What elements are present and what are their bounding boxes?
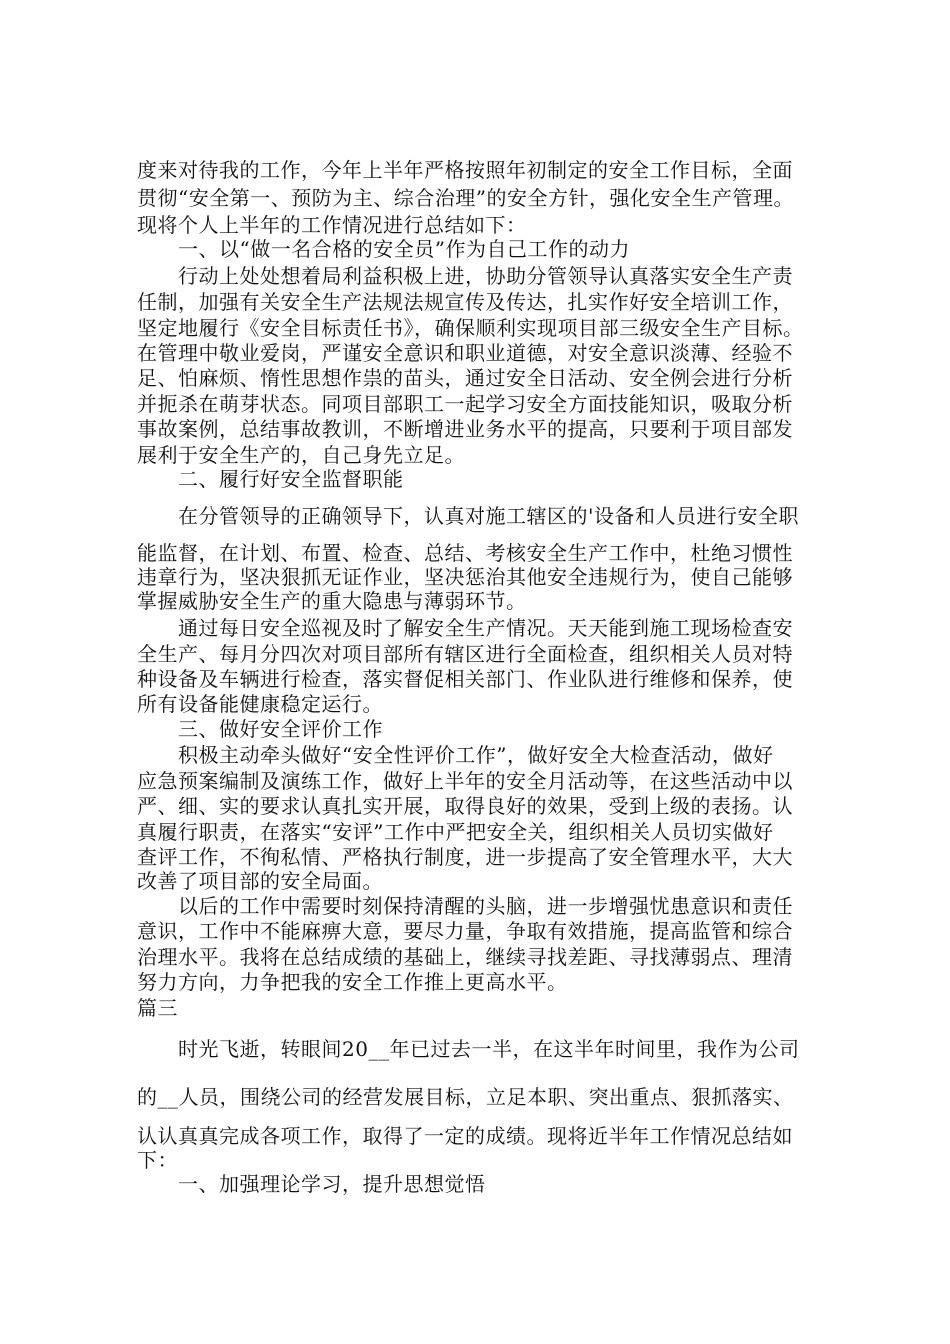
text-line: 以后的工作中需要时刻保持清醒的头脑，进一步增强忧患意识和责任 bbox=[178, 894, 793, 918]
text-line: 坚定地履行《安全目标责任书》，确保顺利实现项目部三级安全生产目标。 bbox=[137, 316, 804, 340]
text-line: 真履行职责，在落实“安评”工作中严把安全关，组织相关人员切实做好 bbox=[137, 820, 774, 844]
text-line: 展利于安全生产的，自己身先立足。 bbox=[137, 443, 465, 467]
text-line: 行动上处处想着局利益积极上进，协助分管领导认真落实安全生产责 bbox=[178, 264, 793, 288]
text-line: 任制，加强有关安全生产法规法规宣传及传达，扎实作好安全培训工作， bbox=[137, 290, 793, 314]
text-line: 能监督，在计划、布置、检查、总结、考核安全生产工作中，杜绝习惯性 bbox=[137, 541, 793, 565]
text-line: 意识，工作中不能麻痹大意，要尽力量，争取有效措施，提高监管和综合 bbox=[137, 919, 793, 943]
text-line: 通过每日安全巡视及时了解安全生产情况。天天能到施工现场检查安 bbox=[178, 616, 793, 640]
text-line: 现将个人上半年的工作情况进行总结如下： bbox=[137, 213, 527, 237]
text-line: 度来对待我的工作，今年上半年严格按照年初制定的安全工作目标，全面 bbox=[137, 158, 793, 182]
text-line: 在分管领导的正确领导下，认真对施工辖区的'设备和人员进行安全职 bbox=[178, 504, 799, 528]
text-line: 严、细、实的要求认真扎实开展，取得良好的效果，受到上级的表扬。认 bbox=[137, 794, 793, 818]
text-line: 种设备及车辆进行检查，落实督促相关部门、作业队进行维修和保养，使 bbox=[137, 667, 793, 691]
section-heading: 三、做好安全评价工作 bbox=[178, 717, 383, 741]
section-heading: 二、履行好安全监督职能 bbox=[178, 467, 404, 491]
text-line: 改善了项目部的安全局面。 bbox=[137, 869, 383, 893]
text-line: 足、怕麻烦、惰性思想作祟的苗头，通过安全日活动、安全例会进行分析 bbox=[137, 366, 793, 390]
text-line: 时光飞逝，转眼间20__年已过去一半，在这半年时间里，我作为公司 bbox=[178, 1037, 800, 1061]
text-line: 贯彻“安全第一、预防为主、综合治理”的安全方针，强化安全生产管理。 bbox=[137, 186, 794, 210]
text-line: 认认真真完成各项工作，取得了一定的成绩。现将近半年工作情况总结如 bbox=[137, 1124, 793, 1148]
text-line: 违章行为，坚决狠抓无证作业，坚决惩治其他安全违规行为，使自己能够 bbox=[137, 565, 793, 589]
text-line: 所有设备能健康稳定运行。 bbox=[137, 692, 383, 716]
text-line: 事故案例，总结事故教训，不断增进业务水平的提高，只要利于项目部发 bbox=[137, 417, 793, 441]
text-line: 全生产、每月分四次对项目部所有辖区进行全面检查，组织相关人员对特 bbox=[137, 642, 793, 666]
section-heading: 一、加强理论学习，提升思想觉悟 bbox=[178, 1172, 486, 1196]
text-line: 应急预案编制及演练工作，做好上半年的安全月活动等，在这些活动中以 bbox=[137, 769, 793, 793]
text-line: 下： bbox=[137, 1148, 178, 1172]
text-line: 积极主动牵头做好“安全性评价工作”，做好安全大检查活动，做好 bbox=[178, 743, 774, 767]
text-line: 努力方向，力争把我的安全工作推上更高水平。 bbox=[137, 970, 568, 994]
text-line: 的__人员，围绕公司的经营发展目标，立足本职、突出重点、狠抓落实、 bbox=[137, 1085, 794, 1109]
text-line: 治理水平。我将在总结成绩的基础上，继续寻找差距、寻找薄弱点、理清 bbox=[137, 945, 793, 969]
text-line: 在管理中敬业爱岗，严谨安全意识和职业道德，对安全意识淡薄、经验不 bbox=[137, 341, 793, 365]
section-label: 篇三 bbox=[137, 996, 178, 1020]
section-heading: 一、以“做一名合格的安全员”作为自己工作的动力 bbox=[178, 237, 630, 261]
text-line: 并扼杀在萌芽状态。同项目部职工一起学习安全方面技能知识，吸取分析 bbox=[137, 392, 793, 416]
text-line: 掌握威胁安全生产的重大隐患与薄弱环节。 bbox=[137, 589, 527, 613]
text-line: 查评工作，不徇私情、严格执行制度，进一步提高了安全管理水平，大大 bbox=[137, 845, 793, 869]
